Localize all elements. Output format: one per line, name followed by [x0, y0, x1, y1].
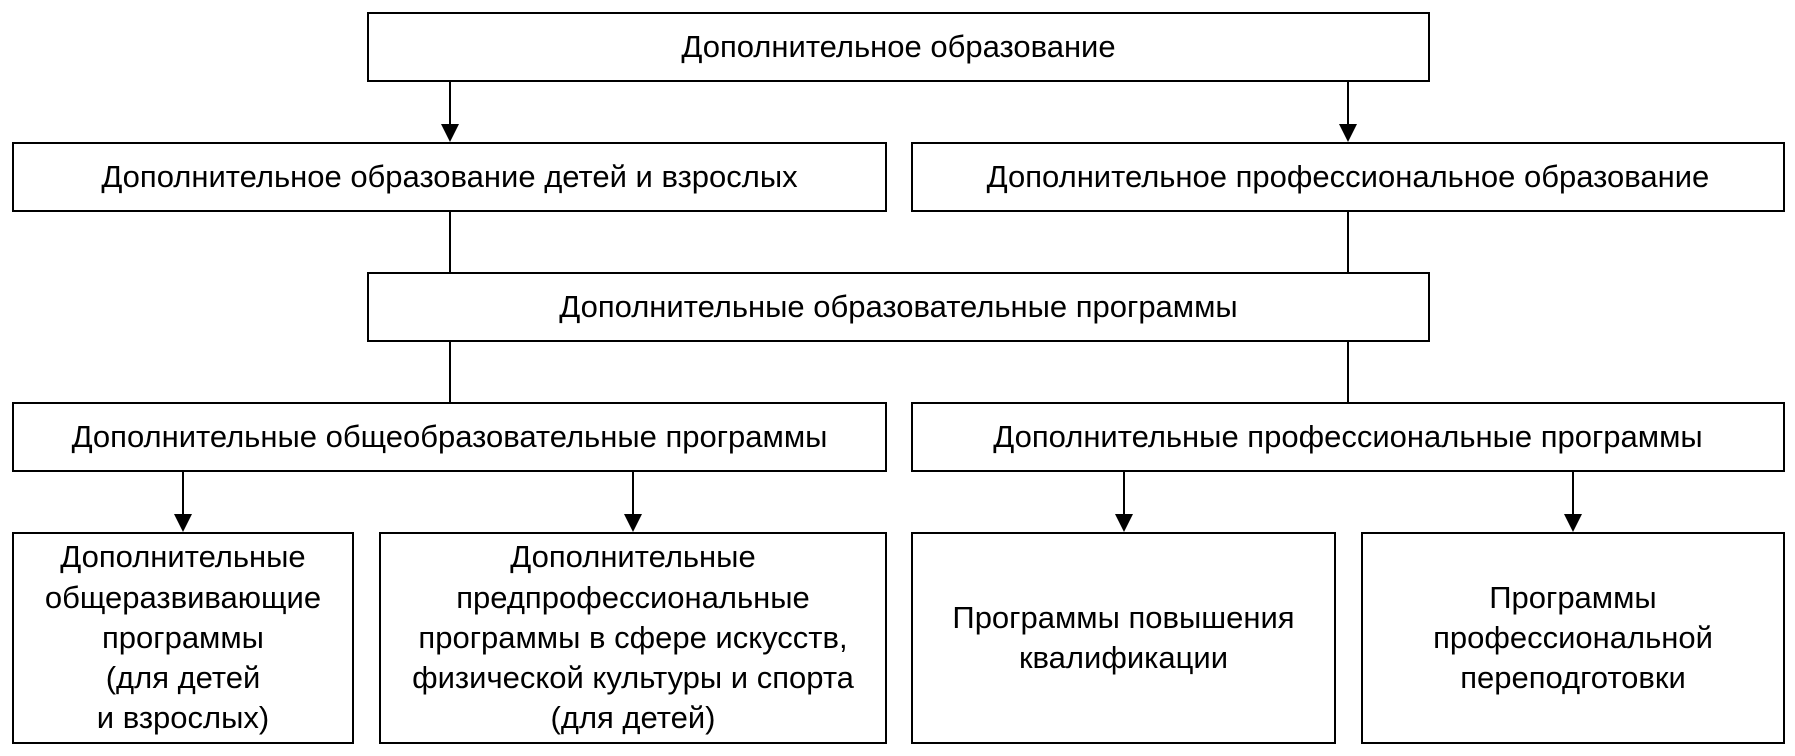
node-professional-retraining-programs-label: Программы профессиональной переподготовки	[1433, 579, 1713, 696]
node-professional-education	[911, 142, 1785, 212]
node-professional-programs	[911, 402, 1785, 472]
node-professional-education-label: Дополнительное профессиональное образование	[986, 158, 1710, 194]
node-professional-retraining-programs	[1361, 532, 1785, 744]
node-professional-programs-label: Дополнительные профессиональные программы	[993, 418, 1703, 454]
node-general-education-programs-label: Дополнительные общеобразовательные программы	[71, 418, 828, 454]
node-qualification-upgrade-programs-label: Программы повышения квалификации	[952, 599, 1295, 675]
node-preprofessional-programs	[379, 532, 887, 744]
arrow-general-to-developing	[174, 472, 192, 532]
arrow-professional-to-qualification	[1115, 472, 1133, 532]
node-qualification-upgrade-programs	[911, 532, 1336, 744]
node-general-developing-programs	[12, 532, 354, 744]
arrow-root-to-professional-education	[1339, 82, 1357, 142]
arrow-professional-to-retraining	[1564, 472, 1582, 532]
node-preprofessional-programs-label: Дополнительные предпрофессиональные программы в сфере искусств, физической культуры и спорта (для детей)	[412, 539, 854, 736]
node-educational-programs	[367, 272, 1430, 342]
node-educational-programs-label: Дополнительные образовательные программы	[559, 288, 1238, 324]
node-additional-education	[367, 12, 1430, 82]
node-general-education-programs	[12, 402, 887, 472]
arrow-general-to-preprofessional	[624, 472, 642, 532]
node-children-adult-education	[12, 142, 887, 212]
node-children-adult-education-label: Дополнительное образование детей и взрослых	[101, 158, 798, 194]
node-additional-education-label: Дополнительное образование	[681, 28, 1116, 64]
arrow-root-to-children-education	[441, 82, 459, 142]
node-general-developing-programs-label: Дополнительные общеразвивающие программы (для детей и взрослых)	[44, 539, 322, 736]
